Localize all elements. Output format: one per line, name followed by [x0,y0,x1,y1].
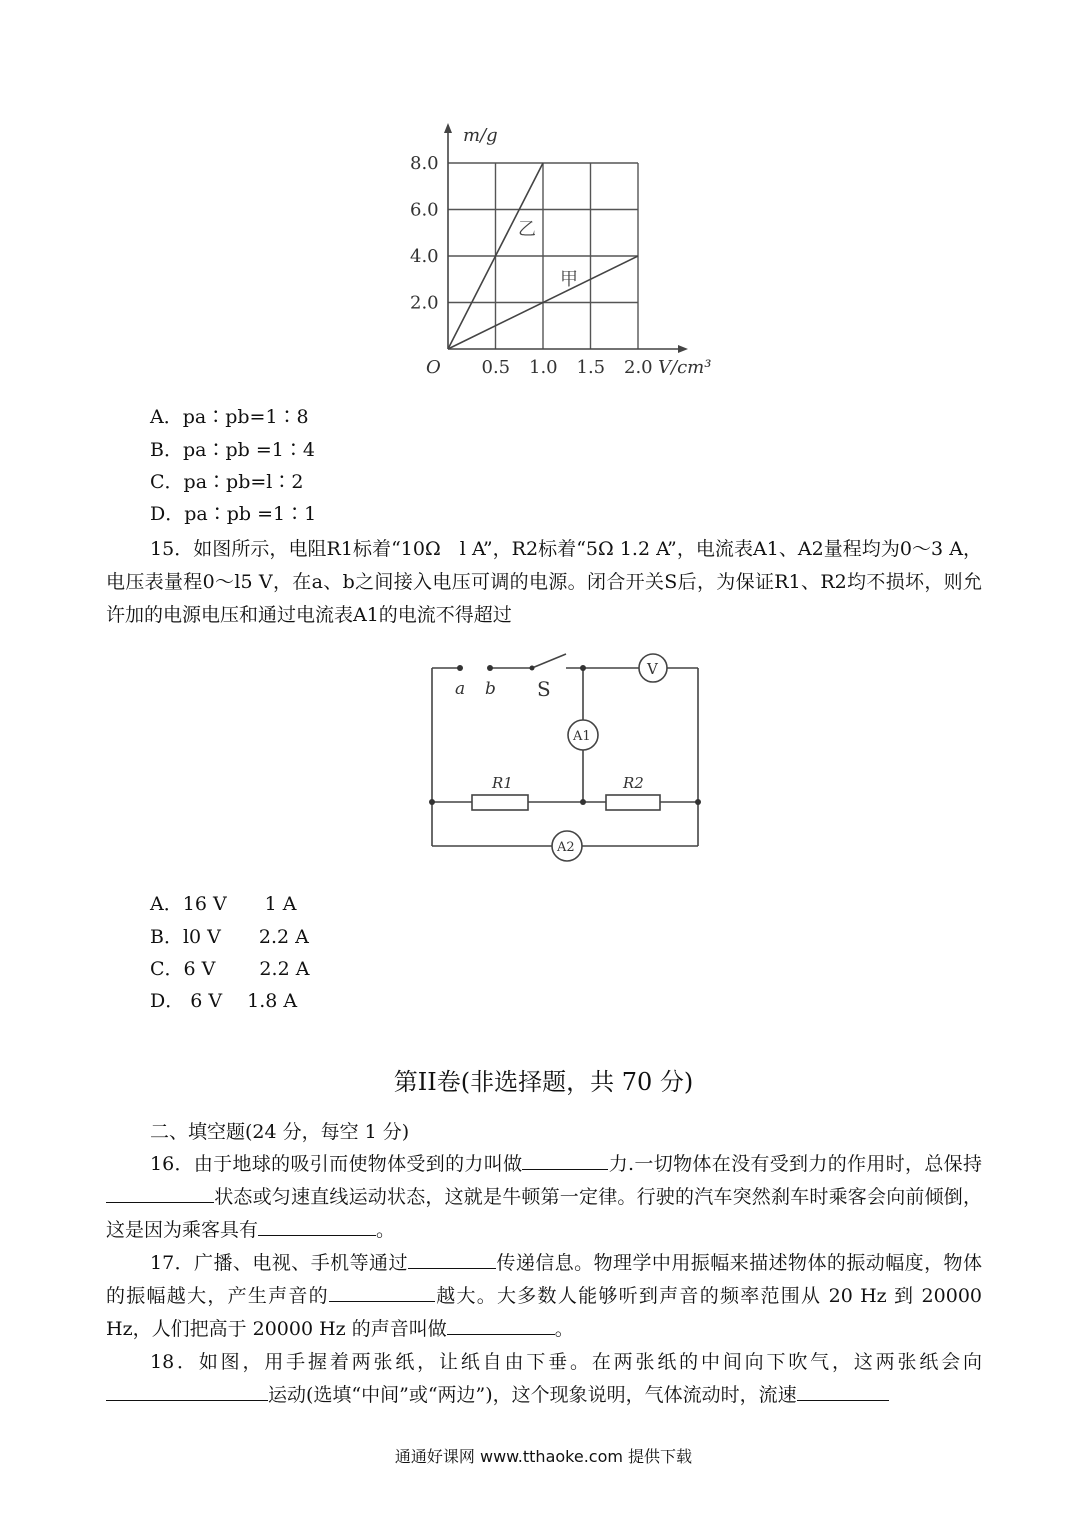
q16-text-4: 。 [376,1219,396,1241]
q14-option-d [150,501,316,527]
origin-label: O [426,357,441,378]
y-tick-label: 6.0 [410,199,439,221]
q17-paragraph [106,1247,982,1346]
option-letter: A． [150,406,183,428]
q16-paragraph [106,1148,982,1247]
switch-blade [532,654,566,668]
q15-option-a [150,891,297,917]
label-ammeter2: A2 [557,840,575,855]
option-text: pa∶pb=l∶2 [183,471,304,493]
q15-stem: 15．如图所示，电阻R1标着“10Ω l A”，R2标着“5Ω 1.2 A”，电流表A1、A2量程均为0～3 A，电压表量程0～l5 V，在a、b之间接入电压可调的电源。闭合开关S后，为保证R1、R2均不损坏，则允许加的电源电压和通过电流表A1的电流不得超过 [106,538,982,626]
label-switch: S [537,677,551,701]
switch-pivot-icon [530,666,535,671]
q17-text-1: 17．广播、电视、手机等通过 [150,1252,408,1274]
series-label: 乙 [518,219,536,240]
q16-text-1: 16．由于地球的吸引而使物体受到的力叫做 [150,1153,523,1175]
option-text: 16 V 1 A [182,893,297,915]
x-tick-label: 2.0 [624,357,653,378]
q15-option-d [150,988,297,1014]
option-text: pa∶pb=1∶8 [182,406,309,428]
q17-text-4: 。 [554,1318,574,1340]
chart-grid [444,123,688,353]
x-tick-label: 1.0 [529,357,558,378]
footer-credit: 通通好课网 www.tthaoke.com 提供下载 [394,1447,693,1466]
q16-blank-2[interactable] [106,1182,214,1203]
circuit-diagram [420,650,720,870]
section-title: 第II卷(非选择题，共 70 分) [393,1068,694,1096]
y-tick-label: 8.0 [410,153,439,174]
label-ammeter1: A1 [573,729,591,744]
q16-blank-1[interactable] [522,1149,608,1170]
q18-text-2: 运动(选填“中间”或“两边”)，这个现象说明，气体流动时，流速 [268,1384,797,1406]
option-letter: B． [150,439,183,461]
option-letter: A． [150,893,183,915]
x-tick-label: 1.5 [576,357,606,378]
label-a: a [455,679,466,699]
mass-volume-chart [400,115,740,390]
option-text: 6 V 1.8 A [184,990,298,1012]
q18-blank-1[interactable] [106,1380,268,1401]
y-axis-arrow-icon [444,123,452,133]
y-axis-label: m/g [463,125,498,146]
section-subtitle: 二、填空题(24 分，每空 1 分) [150,1121,410,1143]
x-tick-label: 0.5 [481,357,511,378]
option-text: pa∶pb =1∶1 [184,503,317,525]
terminal-b-icon [487,665,493,671]
q14-option-b [150,437,315,463]
q18-paragraph [106,1346,982,1412]
option-letter: C． [150,958,184,980]
series-label: 甲 [560,269,578,290]
q17-text-3: 越大。大多数人能够听到声音的频率范围从 20 Hz 到 20000 Hz，人们把高于 20000 Hz 的声音叫做 [106,1285,982,1340]
option-text: l0 V 2.2 A [182,926,309,948]
q16-blank-3[interactable] [258,1215,376,1236]
terminal-a-icon [457,665,463,671]
q16-text-2: 力.一切物体在没有受到力的作用时，总保持 [608,1153,982,1175]
label-r1: R1 [492,774,513,792]
option-letter: D． [150,990,185,1012]
label-voltmeter: V [647,660,658,678]
q14-option-a [150,404,309,430]
q17-blank-3[interactable] [447,1314,555,1335]
y-tick-label: 4.0 [410,246,439,267]
q18-text-1: 18．如图，用手握着两张纸，让纸自由下垂。在两张纸的中间向下吹气，这两张纸会向 [150,1351,982,1373]
resistor-r2-icon [606,795,660,810]
x-axis-arrow-icon [678,345,688,353]
q17-blank-1[interactable] [408,1248,496,1269]
q17-text-2: 传递信息。物理学中用振幅来描述物体的振动幅度，物体的振幅越大，产生声音的 [106,1252,982,1307]
q15-option-c [150,956,309,982]
q15-option-b [150,924,309,950]
q14-option-c [150,469,303,495]
q18-blank-2[interactable] [797,1380,889,1401]
option-letter: B． [150,926,183,948]
q16-text-3: 状态或匀速直线运动状态，这就是牛顿第一定律。行驶的汽车突然刹车时乘客会向前倾倒，这是因为乘客具有 [106,1186,982,1241]
option-text: 6 V 2.2 A [183,958,310,980]
option-letter: D． [150,503,185,525]
x-axis-label: V/cm³ [658,357,712,378]
option-text: pa∶pb =1∶4 [182,439,315,461]
label-b: b [485,679,496,699]
label-r2: R2 [623,774,644,792]
q17-blank-2[interactable] [329,1281,435,1302]
y-tick-label: 2.0 [410,292,439,314]
option-letter: C． [150,471,184,493]
resistor-r1-icon [472,795,528,810]
